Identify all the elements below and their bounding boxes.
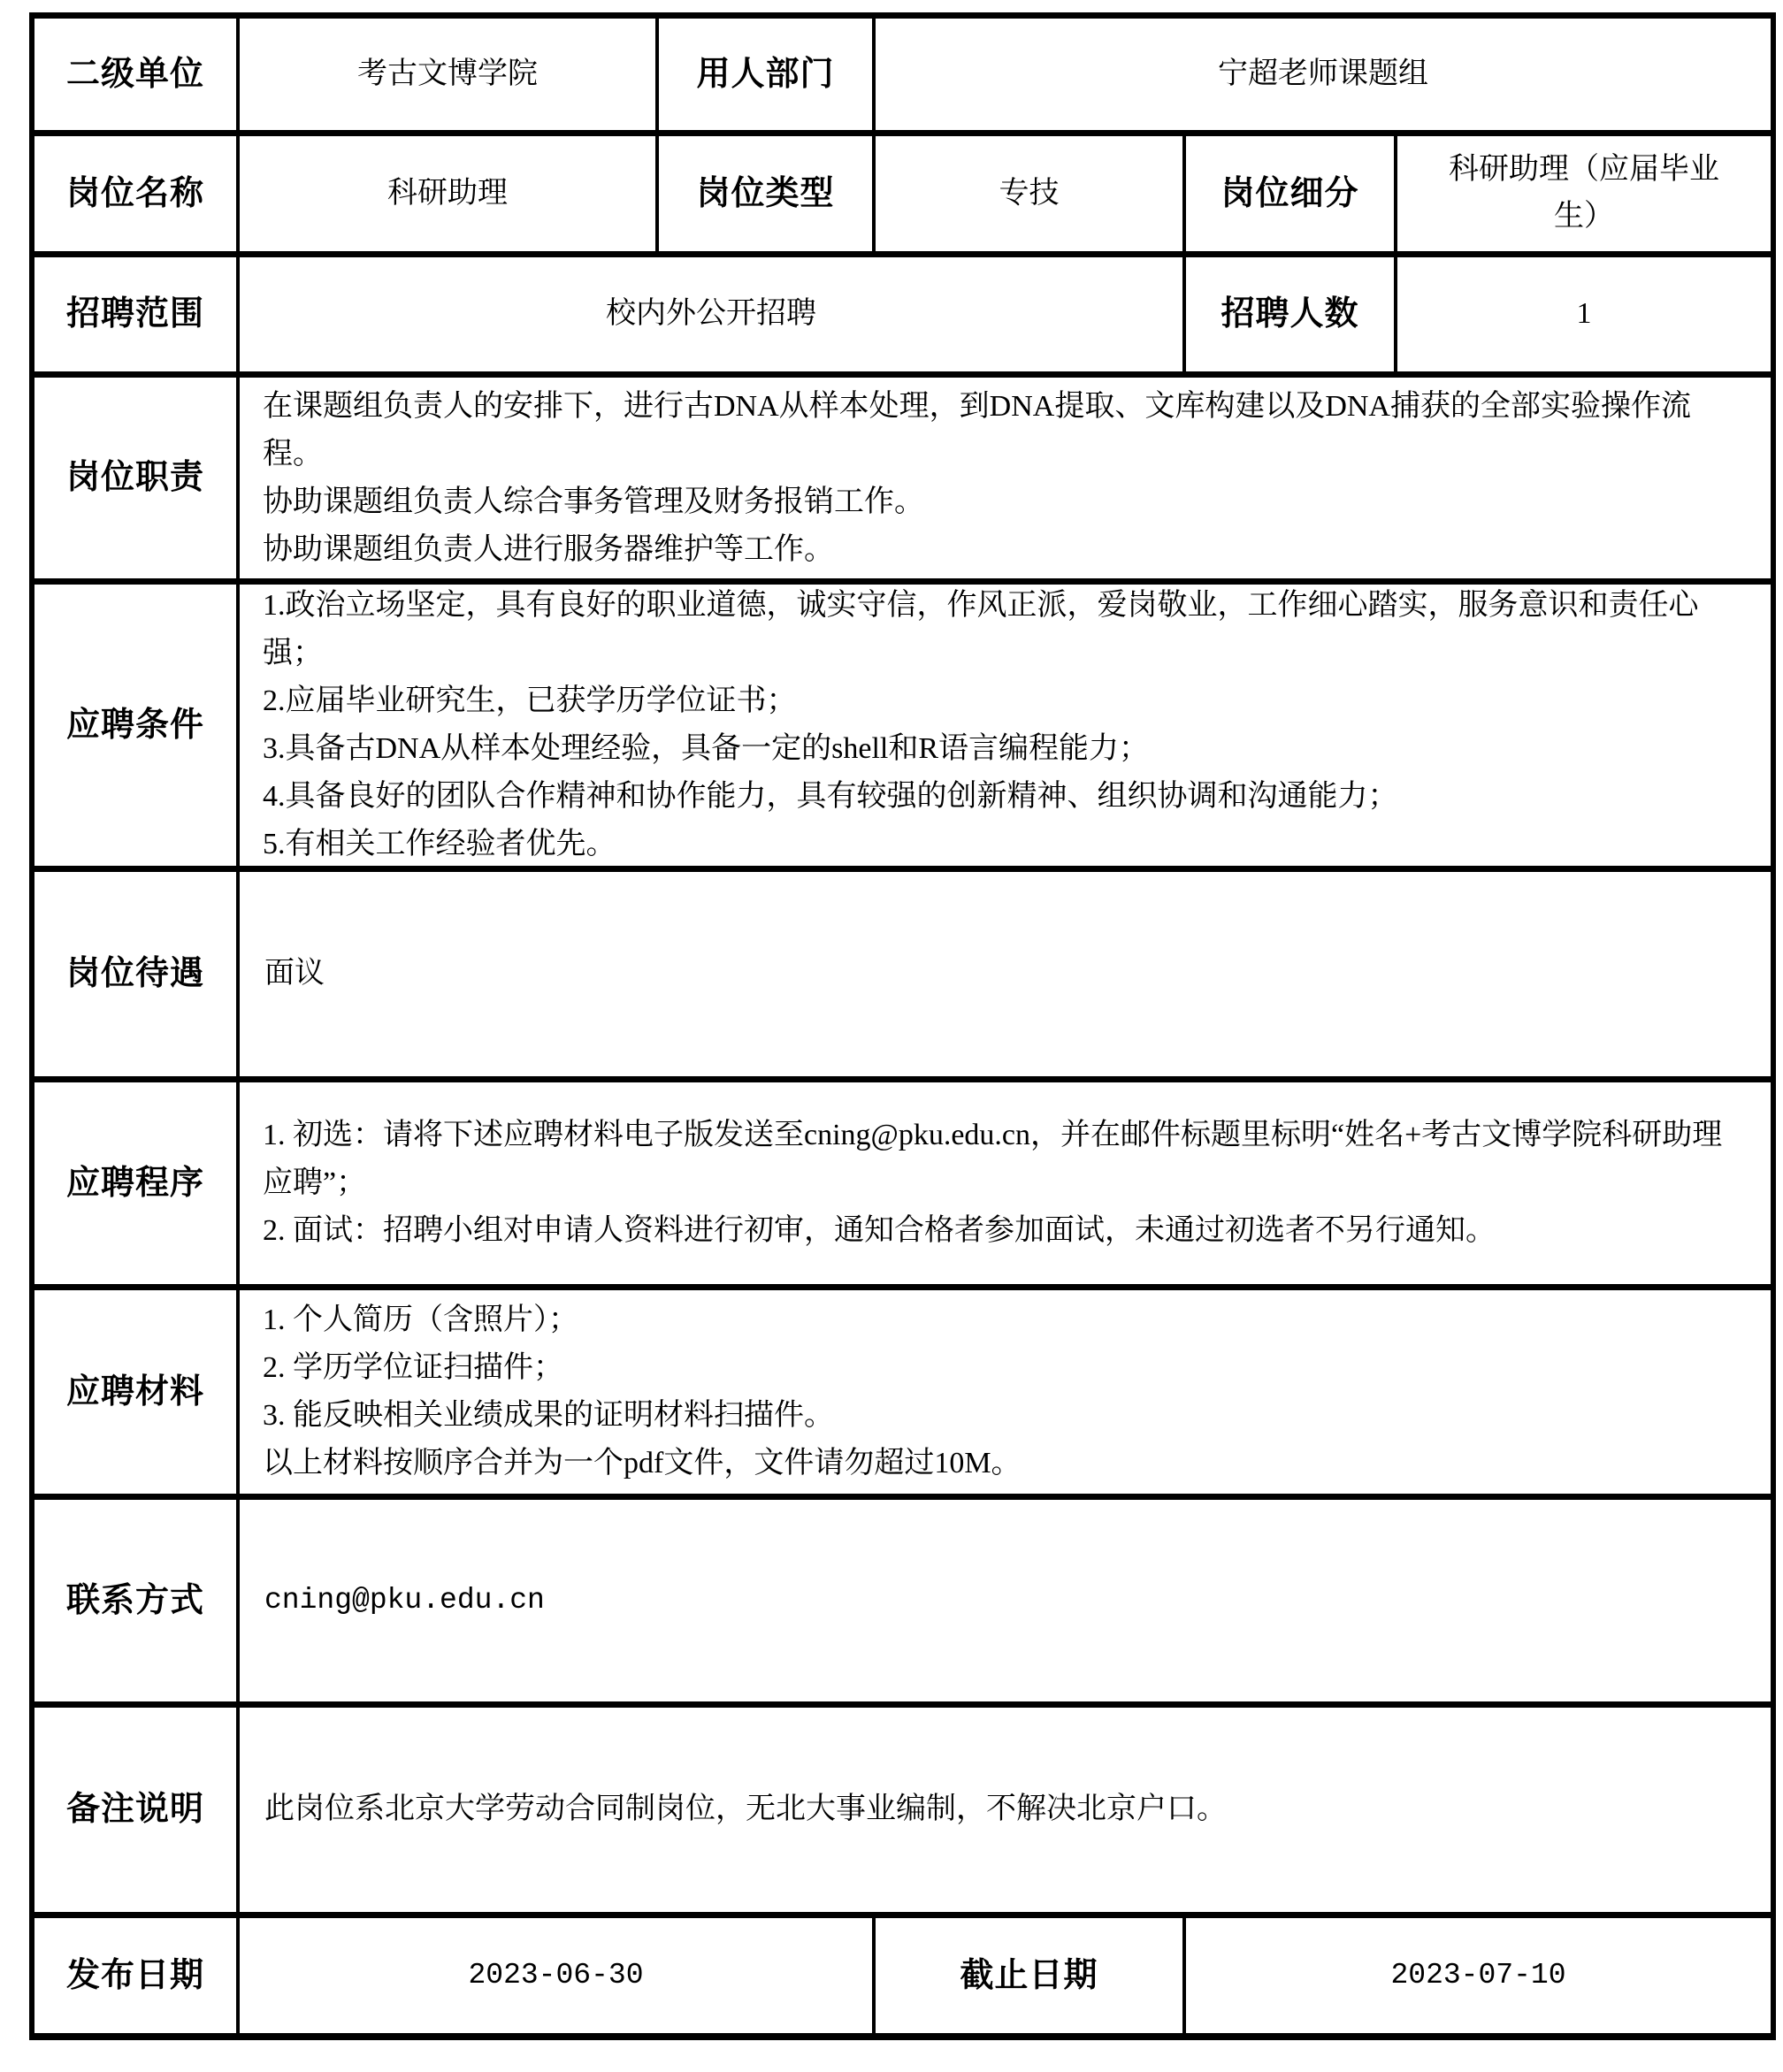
unit-value: 考古文博学院 xyxy=(240,19,659,136)
requirements-line: 1.政治立场坚定，具有良好的职业道德，诚实守信，作风正派，爱岗敬业，工作细心踏实，服务意识和责任心强； xyxy=(263,589,1699,669)
position-type-value: 专技 xyxy=(876,136,1186,257)
remarks-value: 此岗位系北京大学劳动合同制岗位，无北大事业编制，不解决北京户口。 xyxy=(240,1708,1771,1918)
scope-label: 招聘范围 xyxy=(34,257,240,378)
duties-line: 在课题组负责人的安排下，进行古DNA从样本处理，到DNA提取、文库构建以及DNA捕获的全部实验操作流程。 xyxy=(263,389,1691,470)
requirements-line: 4.具备良好的团队合作精神和协作能力，具有较强的创新精神、组织协调和沟通能力； xyxy=(263,780,1398,813)
headcount-label: 招聘人数 xyxy=(1186,257,1397,378)
headcount-value: 1 xyxy=(1397,257,1771,378)
salary-value: 面议 xyxy=(240,872,1771,1082)
materials-line: 2. 学历学位证扫描件； xyxy=(263,1351,563,1384)
requirements-label: 应聘条件 xyxy=(34,585,240,872)
department-value: 宁超老师课题组 xyxy=(876,19,1771,136)
salary-label: 岗位待遇 xyxy=(34,872,240,1082)
position-name-label: 岗位名称 xyxy=(34,136,240,257)
materials-line: 3. 能反映相关业绩成果的证明材料扫描件。 xyxy=(263,1399,834,1432)
position-subtype-label: 岗位细分 xyxy=(1186,136,1397,257)
unit-label: 二级单位 xyxy=(34,19,240,136)
materials-line: 1. 个人简历（含照片）； xyxy=(263,1304,578,1336)
procedure-value xyxy=(240,1082,1771,1290)
duties-line: 协助课题组负责人进行服务器维护等工作。 xyxy=(263,532,834,566)
materials-label: 应聘材料 xyxy=(34,1290,240,1500)
materials-line: 以上材料按顺序合并为一个pdf文件，文件请勿超过10M。 xyxy=(263,1447,1022,1479)
duties-value xyxy=(240,378,1771,585)
materials-value xyxy=(240,1290,1771,1500)
procedure-line: 1. 初选：请将下述应聘材料电子版发送至cning@pku.edu.cn，并在邮件标题里标明“姓名+考古文博学院科研助理应聘”； xyxy=(263,1119,1723,1199)
recruitment-table xyxy=(29,12,1776,2040)
publish-date-value: 2023-06-30 xyxy=(240,1918,876,2033)
requirements-line: 3.具备古DNA从样本处理经验，具备一定的shell和R语言编程能力； xyxy=(263,732,1150,765)
requirements-line: 5.有相关工作经验者优先。 xyxy=(263,828,616,860)
position-subtype-value: 科研助理（应届毕业生） xyxy=(1397,136,1771,257)
contact-label: 联系方式 xyxy=(34,1500,240,1708)
requirements-value xyxy=(240,585,1771,872)
department-label: 用人部门 xyxy=(659,19,876,136)
requirements-line: 2.应届毕业研究生，已获学历学位证书； xyxy=(263,684,797,717)
remarks-label: 备注说明 xyxy=(34,1708,240,1918)
position-name-value: 科研助理 xyxy=(240,136,659,257)
publish-date-label: 发布日期 xyxy=(34,1918,240,2033)
deadline-label: 截止日期 xyxy=(876,1918,1186,2033)
duties-line: 协助课题组负责人综合事务管理及财务报销工作。 xyxy=(263,485,924,518)
contact-email: cning@pku.edu.cn xyxy=(240,1500,1771,1708)
duties-label: 岗位职责 xyxy=(34,378,240,585)
deadline-value: 2023-07-10 xyxy=(1390,1959,1566,1992)
position-type-label: 岗位类型 xyxy=(659,136,876,257)
procedure-line: 2. 面试：招聘小组对申请人资料进行初审，通知合格者参加面试，未通过初选者不另行通知。 xyxy=(263,1214,1496,1247)
procedure-label: 应聘程序 xyxy=(34,1082,240,1290)
scope-value: 校内外公开招聘 xyxy=(240,257,1186,378)
